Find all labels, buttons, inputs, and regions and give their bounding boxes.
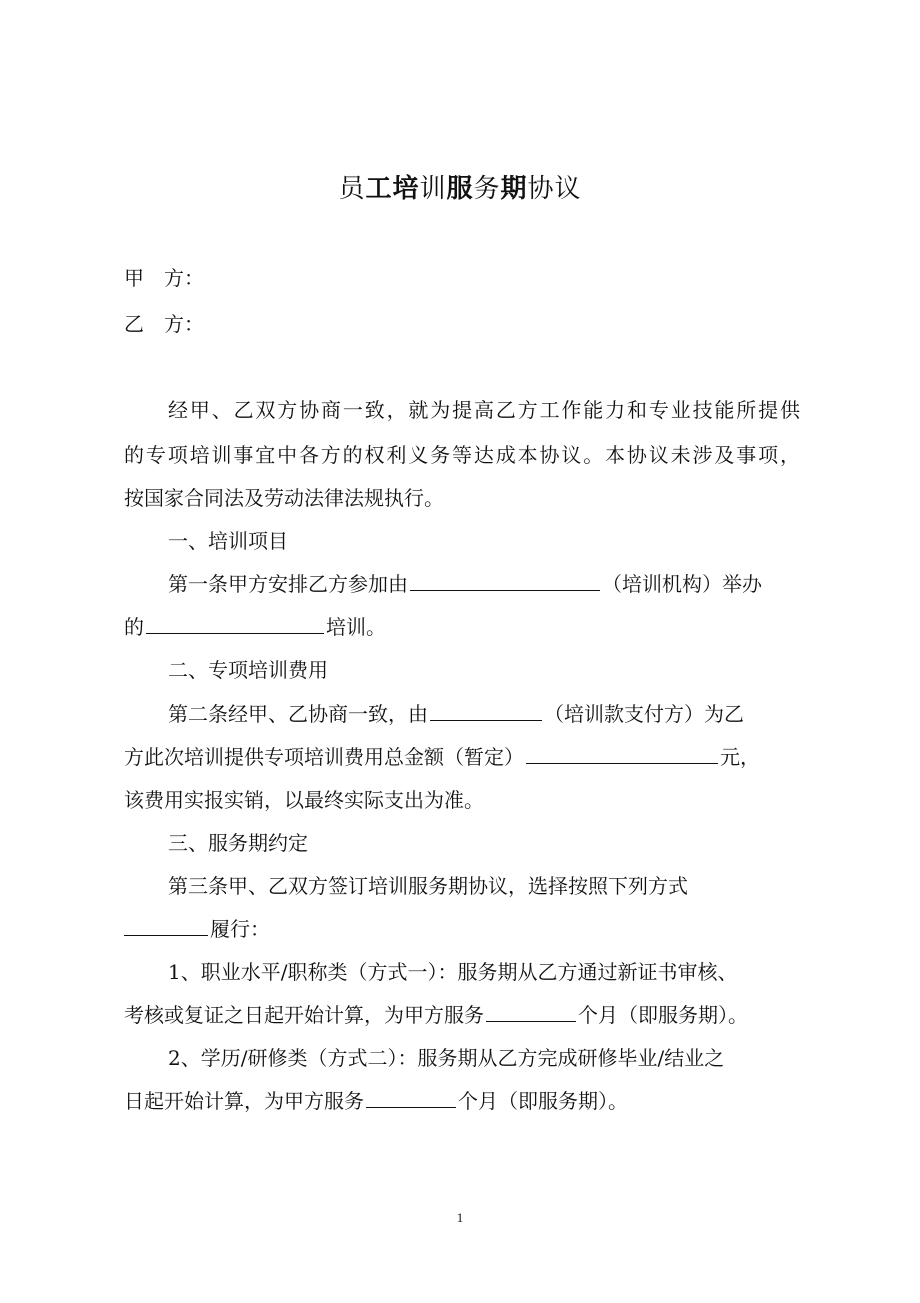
title-part: 工培 xyxy=(365,174,420,204)
title-part: 服 xyxy=(446,174,474,204)
title-part: 训 xyxy=(419,174,447,204)
text: 方此次培训提供专项培训费用总金额（暂定） xyxy=(124,745,524,769)
text: 培训。 xyxy=(326,615,386,639)
text: 履行： xyxy=(210,917,270,941)
method-2-line-1: 2、学历/研修类（方式二）：服务期从乙方完成研修毕业/结业之 xyxy=(168,1046,725,1070)
method-1-line-2 xyxy=(124,1001,748,1029)
article-2-line-2 xyxy=(124,743,760,771)
intro-line-2: 的专项培训事宜中各方的权利义务等达成本协议。本协议未涉及事项， xyxy=(124,443,800,467)
text: 考核或复证之日起开始计算，为甲方服务 xyxy=(124,1003,484,1027)
page-number: 1 xyxy=(456,1210,464,1225)
article-2-line-3: 该费用实报实销，以最终实际支出为准。 xyxy=(124,788,484,812)
fill-blank-training-name[interactable] xyxy=(146,615,324,634)
text: 第一条甲方安排乙方参加由 xyxy=(168,572,408,596)
party-b-label: 乙 方： xyxy=(124,312,204,336)
title-part: 务 xyxy=(473,174,501,204)
text: （培训机构）举办 xyxy=(602,572,762,596)
document-title xyxy=(0,168,920,205)
title-part: 协议 xyxy=(527,174,582,204)
text: （培训款支付方）为乙 xyxy=(544,702,744,726)
fill-blank-months-1[interactable] xyxy=(486,1003,576,1022)
fill-blank-months-2[interactable] xyxy=(366,1089,456,1108)
text: 第二条经甲、乙协商一致，由 xyxy=(168,702,428,726)
fill-blank-amount[interactable] xyxy=(526,745,718,764)
article-3-line-2 xyxy=(124,915,270,943)
fill-blank-training-institution[interactable] xyxy=(410,572,600,591)
fill-blank-payer[interactable] xyxy=(430,702,542,721)
section-1-heading: 一、培训项目 xyxy=(168,529,288,553)
text: 元， xyxy=(720,745,760,769)
intro-line-3: 按国家合同法及劳动法律法规执行。 xyxy=(124,486,444,510)
title-part: 员 xyxy=(338,174,366,204)
method-2-line-2 xyxy=(124,1087,628,1115)
party-a-label: 甲 方： xyxy=(124,266,204,290)
title-part: 期 xyxy=(500,174,528,204)
article-2-line-1 xyxy=(168,700,744,728)
text: 个月（即服务期）。 xyxy=(458,1089,628,1113)
article-3-line-1: 第三条甲、乙双方签订培训服务期协议，选择按照下列方式 xyxy=(168,874,688,898)
text: 日起开始计算，为甲方服务 xyxy=(124,1089,364,1113)
article-1-line-1 xyxy=(168,570,762,598)
section-2-heading: 二、专项培训费用 xyxy=(168,658,328,682)
fill-blank-method[interactable] xyxy=(124,917,208,936)
intro-line-1: 经甲、乙双方协商一致，就为提高乙方工作能力和专业技能所提供 xyxy=(168,398,800,422)
article-1-line-2 xyxy=(124,613,386,641)
text: 的 xyxy=(124,615,144,639)
section-3-heading: 三、服务期约定 xyxy=(168,831,308,855)
method-1-line-1: 1、职业水平/职称类（方式一）：服务期从乙方通过新证书审核、 xyxy=(168,960,738,984)
text: 个月（即服务期）。 xyxy=(578,1003,748,1027)
